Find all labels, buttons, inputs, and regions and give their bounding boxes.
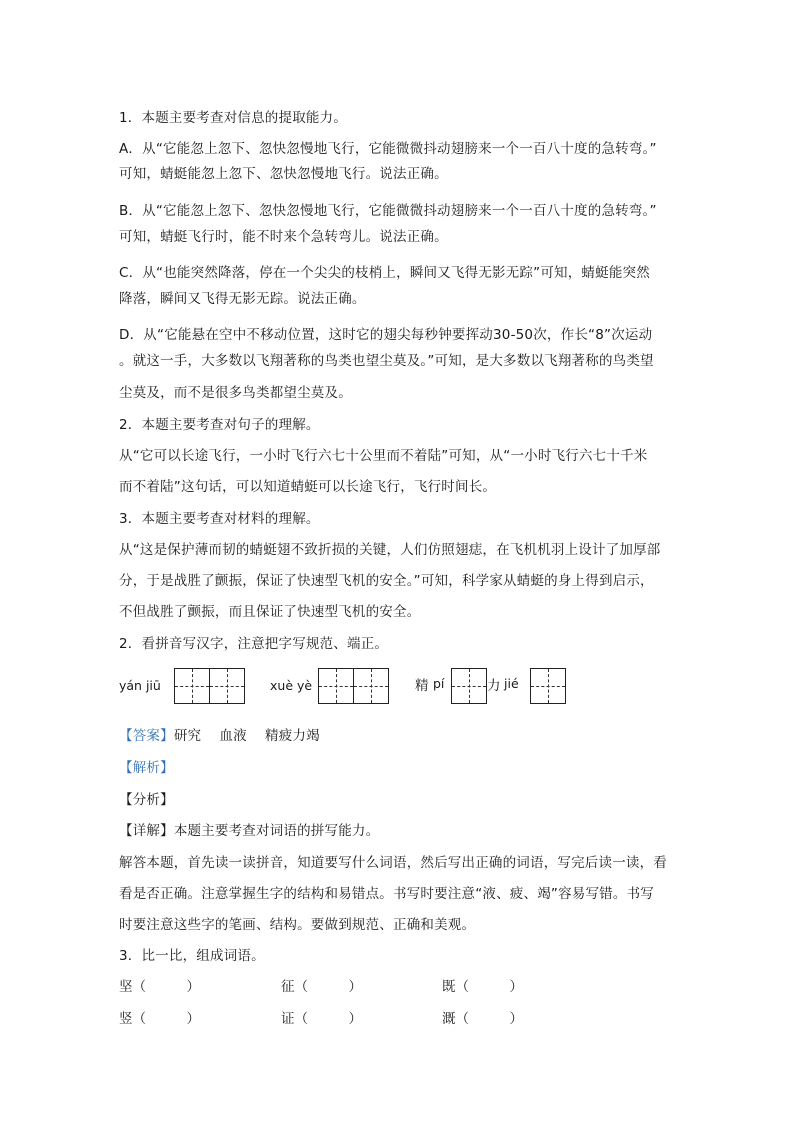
analysis-line: 2．本题主要考查对句子的理解。 xyxy=(119,417,320,433)
analysis-tag: 【解析】 xyxy=(119,760,174,776)
analysis-line: C．从“也能突然降落，停在一个尖尖的枝梢上，瞬间又飞得无影无踪”可知，蜻蜓能突然 xyxy=(119,265,650,281)
char-grid-4[interactable] xyxy=(530,668,566,704)
answer-line xyxy=(119,727,320,745)
fenxi-tag: 【分析】 xyxy=(119,792,174,808)
analysis-line: 1．本题主要考查对信息的提取能力。 xyxy=(119,110,347,126)
analysis-line: 降落，瞬间又飞得无影无踪。说法正确。 xyxy=(119,291,366,307)
char-grid-1[interactable] xyxy=(174,668,245,704)
pinyin-yan-jiu: yán jiū xyxy=(119,678,161,693)
analysis-line: D．从“它能悬在空中不移动位置，这时它的翅尖每秒钟要挥动30-50次，作长“8”次运动 xyxy=(119,327,653,343)
question-2-title: 2．看拼音写汉字，注意把字写规范、端正。 xyxy=(119,636,389,652)
analysis-line: A．从“它能忽上忽下、忽快忽慢地飞行，它能微微抖动翅膀来一个一百八十度的急转弯。” xyxy=(119,141,657,157)
char-cell[interactable] xyxy=(353,668,389,704)
compare-item[interactable]: 既（ ） xyxy=(442,979,523,995)
analysis-line: 从“这是保护薄而韧的蜻蜓翅不致折损的关键，人们仿照翅痣，在飞机机羽上设计了加厚部 xyxy=(119,542,661,558)
compare-item[interactable]: 溉（ ） xyxy=(442,1011,523,1027)
analysis-line: 3．本题主要考查对材料的理解。 xyxy=(119,511,320,527)
char-cell[interactable] xyxy=(451,668,487,704)
char-cell[interactable] xyxy=(209,668,245,704)
detail-body-1: 解答本题，首先读一读拼音，知道要写什么词语，然后写出正确的词语，写完后读一读，看 xyxy=(119,855,667,871)
analysis-line: 而不着陆”这句话，可以知道蜻蜓可以长途飞行，飞行时间长。 xyxy=(119,479,497,495)
detail-line xyxy=(119,822,379,840)
analysis-line: 分，于是战胜了颤振，保证了快速型飞机的安全。”可知，科学家从蜻蜓的身上得到启示， xyxy=(119,573,654,589)
analysis-line: 从“它可以长途飞行，一小时飞行六七十公里而不着陆”可知，从“一小时飞行六七十千米 xyxy=(119,448,648,464)
detail-text: 本题主要考查对词语的拼写能力。 xyxy=(173,823,380,839)
analysis-line: 可知，蜻蜓飞行时，能不时来个急转弯儿。说法正确。 xyxy=(119,229,448,245)
compare-item[interactable]: 坚（ ） xyxy=(119,979,200,995)
char-cell[interactable] xyxy=(530,668,566,704)
analysis-line: 。就这一手，大多数以飞翔著称的鸟类也望尘莫及。”可知，是大多数以飞翔著称的鸟类望 xyxy=(119,353,654,369)
answer-text: 研究 血液 精疲力竭 xyxy=(173,728,320,744)
detail-tag: 【详解】 xyxy=(119,823,174,839)
word3-prefix: 精 xyxy=(415,678,429,694)
char-cell[interactable] xyxy=(174,668,210,704)
detail-body-3: 时要注意这些字的笔画、结构。要做到规范、正确和美观。 xyxy=(119,917,476,933)
char-cell[interactable] xyxy=(318,668,354,704)
compare-item[interactable]: 证（ ） xyxy=(281,1011,362,1027)
analysis-line: B．从“它能忽上忽下、忽快忽慢地飞行，它能微微抖动翅膀来一个一百八十度的急转弯。” xyxy=(119,203,657,219)
pinyin-xue-ye: xuè yè xyxy=(270,678,313,693)
answer-tag: 【答案】 xyxy=(119,728,174,744)
pinyin-pi: pí xyxy=(433,676,445,691)
char-grid-3[interactable] xyxy=(451,668,487,704)
question-3-title: 3．比一比，组成词语。 xyxy=(119,948,265,964)
analysis-line: 尘莫及，而不是很多鸟类都望尘莫及。 xyxy=(119,385,352,401)
pinyin-jie: jié xyxy=(504,676,519,691)
compare-item[interactable]: 竖（ ） xyxy=(119,1011,200,1027)
word3-mid: 力 xyxy=(487,678,501,694)
analysis-line: 不但战胜了颤振，而且保证了快速型飞机的安全。 xyxy=(119,604,421,620)
detail-body-2: 看是否正确。注意掌握生字的结构和易错点。书写时要注意“液、疲、竭”容易写错。书写 xyxy=(119,886,654,902)
char-grid-2[interactable] xyxy=(318,668,389,704)
compare-item[interactable]: 征（ ） xyxy=(281,979,362,995)
analysis-line: 可知，蜻蜓能忽上忽下、忽快忽慢地飞行。说法正确。 xyxy=(119,166,448,182)
